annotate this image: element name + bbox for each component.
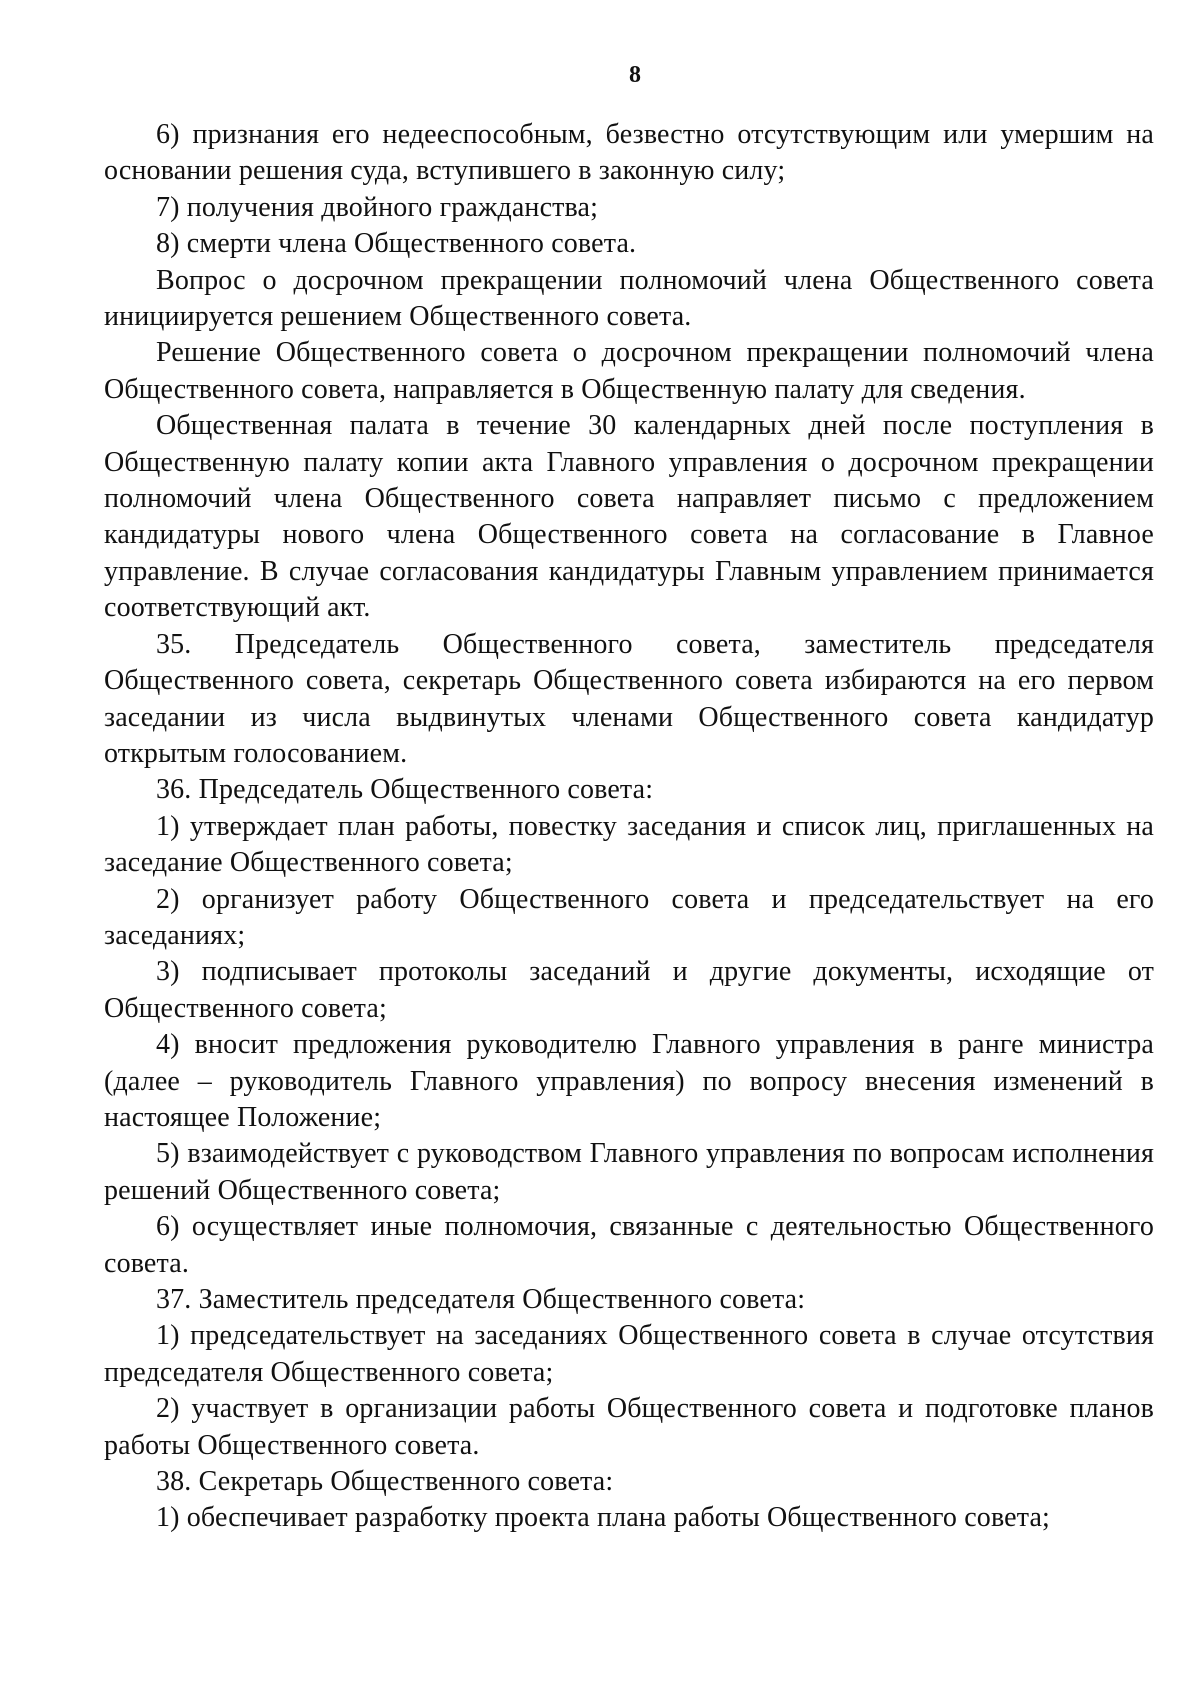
paragraph-36-item-2: 2) организует работу Общественного совета и председательствует на его заседаниях; (104, 883, 1154, 951)
paragraph-item-8-death: 8) смерти члена Общественного совета. (156, 228, 637, 260)
paragraph-item-6-incapacity: 6) признания его недееспособным, безвестно отсутствующим или умершим на основании решения суда, вступившего в законную силу; (104, 119, 1154, 187)
paragraph-37-deputy-heading: 37. Заместитель председателя Общественного совета: (156, 1284, 806, 1315)
paragraph-37-item-1: 1) председательствует на заседаниях Общественного совета в случае отсутствия председателя Общественного совета; (104, 1320, 1154, 1388)
paragraph-38-secretary-heading: 38. Секретарь Общественного совета: (156, 1466, 614, 1498)
paragraph-35-election: 35. Председатель Общественного совета, заместитель председателя Общественного совета, секретарь Общественного совета избираются на его первом заседании из числа выдвинутых членами Общественного совета кандидатур открытым голосованием. (104, 628, 1154, 769)
paragraph-36-item-4: 4) вносит предложения руководителю Главного управления в ранге министра (далее – руководитель Главного управления) по вопросу внесения изменений в настоящее Положение; (104, 1029, 1154, 1133)
page-number: 8 (629, 62, 641, 88)
paragraph-36-item-1: 1) утверждает план работы, повестку заседания и список лиц, приглашенных на заседание Общественного совета; (104, 810, 1154, 879)
paragraph-item-7-dual-citizenship: 7) получения двойного гражданства; (156, 191, 599, 223)
paragraph-36-item-6: 6) осуществляет иные полномочия, связанные с деятельностью Общественного совета. (104, 1211, 1154, 1279)
paragraph-early-termination-question: Вопрос о досрочном прекращении полномочий члена Общественного совета инициируется решением Общественного совета. (104, 264, 1154, 333)
paragraph-36-item-5: 5) взаимодействует с руководством Главного управления по вопросам исполнения решений Общественного совета; (104, 1138, 1154, 1206)
paragraph-36-chairman-heading: 36. Председатель Общественного совета: (156, 774, 654, 806)
paragraph-38-item-1: 1) обеспечивает разработку проекта плана работы Общественного совета; (156, 1502, 1050, 1534)
paragraph-early-termination-decision: Решение Общественного совета о досрочном прекращении полномочий члена Общественного совета, направляется в Общественную палату для сведения. (104, 337, 1154, 405)
paragraph-36-item-3: 3) подписывает протоколы заседаний и другие документы, исходящие от Общественного совета; (104, 956, 1154, 1024)
paragraph-37-item-2: 2) участвует в организации работы Общественного совета и подготовке планов работы Общественного совета. (104, 1393, 1154, 1461)
paragraph-public-chamber-procedure: Общественная палата в течение 30 календарных дней после поступления в Общественную палату копии акта Главного управления о досрочном прекращении полномочий члена Общественного совета направляет письмо с предложением кандидатуры нового члена Общественного совета на согласование в Главное управление. В случае согласования кандидатуры Главным управлением принимается соответствующий акт. (104, 410, 1154, 624)
body-text (104, 117, 1154, 1537)
